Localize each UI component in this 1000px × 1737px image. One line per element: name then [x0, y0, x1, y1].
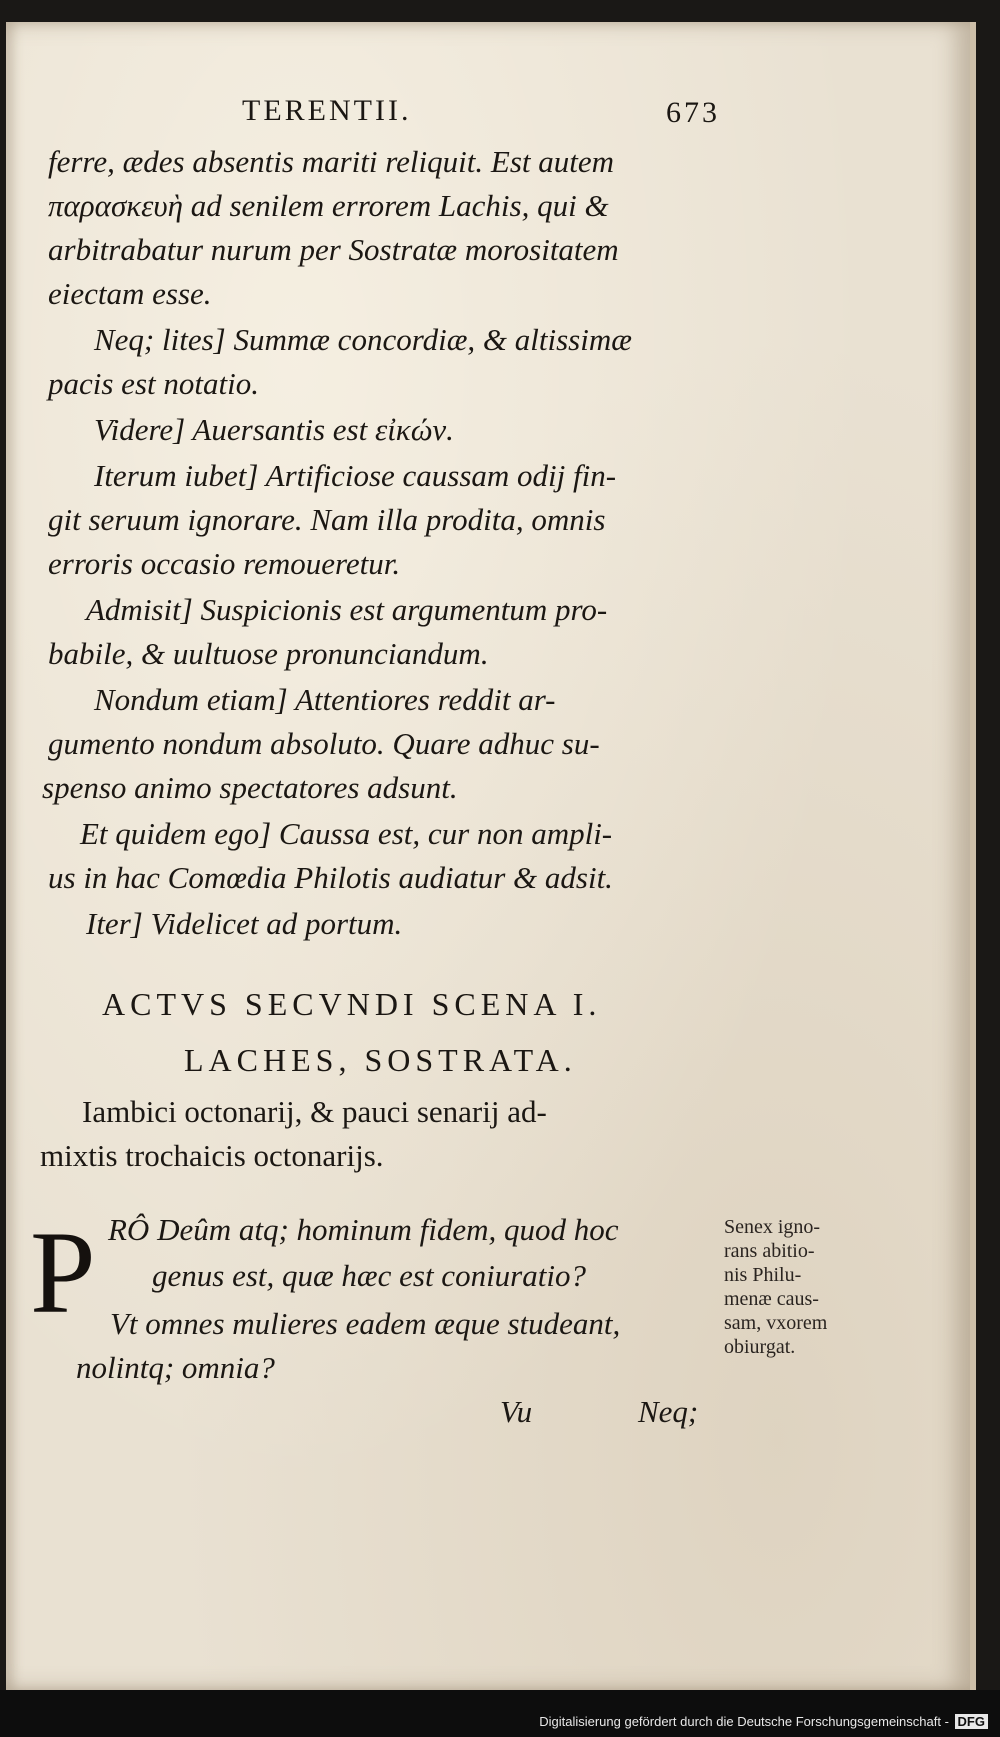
commentary-line: pacis est notatio. [48, 366, 259, 401]
marginal-note-line: Senex igno- [724, 1216, 821, 1238]
commentary-line: erroris occasio remoueretur. [48, 546, 401, 581]
commentary-lemma: Nondum etiam] Attentiores reddit ar- [94, 682, 556, 717]
verse-line: Vt omnes mulieres eadem æque studeant, [110, 1306, 621, 1341]
commentary-lemma: Admisit] Suspicionis est argumentum pro- [86, 592, 608, 627]
act-heading: ACTVS SECVNDI SCENA I. [102, 986, 602, 1022]
footer-text: Digitalisierung gefördert durch die Deutsche Forschungsgemeinschaft - [539, 1714, 949, 1729]
meter-note: mixtis trochaicis octonarijs. [40, 1138, 384, 1173]
commentary-lemma: Iterum iubet] Artificiose caussam odij fin- [94, 458, 617, 493]
commentary-line: παρασκευὴ ad senilem errorem Lachis, qui & [48, 188, 609, 223]
character-list: LACHES, SOSTRATA. [184, 1042, 577, 1078]
commentary-line: arbitrabatur nurum per Sostratæ morositatem [48, 232, 619, 267]
signature-mark: Vu [500, 1394, 533, 1429]
commentary-line: ferre, ædes absentis mariti reliquit. Est autem [48, 144, 615, 179]
catchword: Neq; [638, 1394, 699, 1429]
verse-line: nolintq; omnia? [76, 1350, 275, 1385]
commentary-line: spenso animo spectatores adsunt. [42, 770, 458, 805]
commentary-line: us in hac Comœdia Philotis audiatur & adsit. [48, 860, 613, 895]
marginal-note-line: obiurgat. [724, 1336, 796, 1358]
commentary-lemma: Neq; lites] Summæ concordiæ, & altissimæ [94, 322, 632, 357]
meter-note: Iambici octonarij, & pauci senarij ad- [82, 1094, 547, 1129]
commentary-line: git seruum ignorare. Nam illa prodita, omnis [48, 502, 606, 537]
commentary-line: eiectam esse. [48, 276, 212, 311]
commentary-line: gumento nondum absoluto. Quare adhuc su- [48, 726, 600, 761]
footer-credit [539, 1714, 988, 1729]
running-title: TERENTII. [242, 94, 412, 127]
verse-line: genus est, quæ hæc est coniuratio? [152, 1258, 586, 1293]
book-page [6, 22, 976, 1690]
marginal-note-line: rans abitio- [724, 1240, 815, 1262]
commentary-line: babile, & uultuose pronunciandum. [48, 636, 489, 671]
marginal-note-line: sam, vxorem [724, 1312, 828, 1334]
commentary-lemma: Videre] Auersantis est εἰκών. [94, 412, 454, 447]
dfg-logo: DFG [955, 1714, 988, 1729]
drop-cap-initial: P [30, 1207, 96, 1338]
commentary-lemma: Iter] Videlicet ad portum. [86, 906, 403, 941]
marginal-note-line: nis Philu- [724, 1264, 802, 1286]
verse-line: RÔ Deûm atq; hominum fidem, quod hoc [108, 1212, 619, 1247]
marginal-note-line: menæ caus- [724, 1288, 819, 1310]
page-number: 673 [666, 96, 720, 129]
commentary-lemma: Et quidem ego] Caussa est, cur non ampli- [80, 816, 613, 851]
